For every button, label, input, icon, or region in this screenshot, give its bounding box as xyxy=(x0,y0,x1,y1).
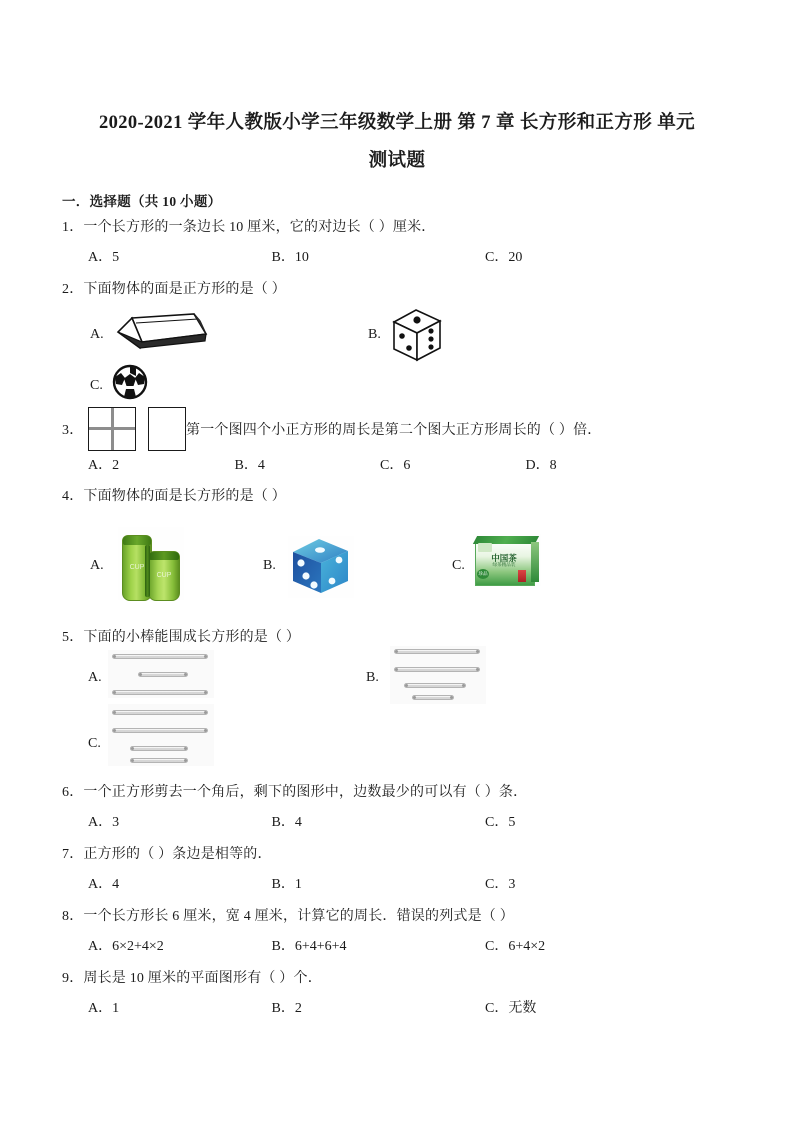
green-water-bottles xyxy=(118,527,184,600)
bottle-label-tall: CUP xyxy=(129,564,145,571)
soccer-ball xyxy=(112,364,148,405)
option-4-a-label[interactable]: A. xyxy=(90,558,104,573)
question-9-stem: 9．周长是 10 厘米的平面图形有（ ）个． xyxy=(62,971,322,986)
die-lineart xyxy=(390,308,444,369)
bottle-label-short: CUP xyxy=(156,572,172,579)
page-title-line1: 2020-2021 学年人教版小学三年级数学上册 第 7 章 长方形和正方形 单元 xyxy=(98,113,696,133)
option-1-c[interactable]: C．20 xyxy=(485,250,523,265)
stick xyxy=(112,654,208,659)
stick xyxy=(138,672,188,677)
book-lineart xyxy=(112,312,208,357)
option-6-a[interactable]: A．3 xyxy=(88,815,120,830)
option-7-a[interactable]: A．4 xyxy=(88,877,120,892)
option-4-b-label[interactable]: B. xyxy=(263,558,276,573)
question-3-number: 3． xyxy=(62,423,84,438)
question-8-stem: 8．一个长方形长 6 厘米，宽 4 厘米，计算它的周长．错误的列式是（ ） xyxy=(62,909,514,924)
stick xyxy=(130,758,188,763)
option-7-b[interactable]: B．1 xyxy=(271,877,302,892)
square-plain xyxy=(148,407,186,451)
option-9-c[interactable]: C．无数 xyxy=(485,1001,537,1016)
option-5-a-label[interactable]: A. xyxy=(88,670,102,685)
option-8-c[interactable]: C．6+4×2 xyxy=(485,939,546,954)
stick xyxy=(130,746,188,751)
question-6-stem: 6．一个正方形剪去一个角后，剩下的图形中，边数最少的可以有（ ）条． xyxy=(62,785,528,800)
question-7-stem: 7．正方形的（ ）条边是相等的． xyxy=(62,847,272,862)
sticks-panel-a xyxy=(108,650,214,698)
option-1-a[interactable]: A．5 xyxy=(88,250,120,265)
option-6-b[interactable]: B．4 xyxy=(271,815,302,830)
option-5-b-label[interactable]: B. xyxy=(366,670,379,685)
question-3-options xyxy=(88,456,557,476)
sticks-panel-c xyxy=(108,704,214,766)
option-3-d[interactable]: D．8 xyxy=(525,458,557,473)
option-2-b-label[interactable]: B. xyxy=(368,327,381,342)
option-3-a[interactable]: A．2 xyxy=(88,458,120,473)
question-1-stem: 1．一个长方形的一条边长 10 厘米，它的对边长（ ）厘米． xyxy=(62,220,436,235)
stick xyxy=(112,690,208,695)
option-7-c[interactable]: C．3 xyxy=(485,877,516,892)
green-tea-box xyxy=(473,534,541,586)
question-9-options xyxy=(88,999,536,1019)
page-title-line2: 测试题 xyxy=(368,151,426,171)
section-heading: 一．选择题（共 10 小题） xyxy=(62,194,222,209)
question-1-options xyxy=(88,248,522,268)
option-5-c-label[interactable]: C. xyxy=(88,736,101,751)
teabox-corner-text: 珍品 xyxy=(477,569,489,579)
question-7-options xyxy=(88,875,515,895)
option-9-a[interactable]: A．1 xyxy=(88,1001,120,1016)
option-1-b[interactable]: B．10 xyxy=(271,250,309,265)
stick xyxy=(112,728,208,733)
option-4-c-label[interactable]: C. xyxy=(452,558,465,573)
question-8-options xyxy=(88,937,545,957)
page-title xyxy=(62,104,732,180)
stick xyxy=(394,667,480,672)
question-2-stem: 2．下面物体的面是正方形的是（ ） xyxy=(62,282,286,297)
question-3-stem: 第一个图四个小正方形的周长是第二个图大正方形周长的（ ）倍． xyxy=(186,423,602,438)
teabox-main-text: 中国茶 xyxy=(491,553,517,563)
option-6-c[interactable]: C．5 xyxy=(485,815,516,830)
question-4-stem: 4．下面物体的面是长方形的是（ ） xyxy=(62,489,286,504)
blue-die xyxy=(288,536,354,598)
stick xyxy=(404,683,466,688)
stick xyxy=(112,710,208,715)
question-6-options xyxy=(88,813,515,833)
option-8-b[interactable]: B．6+4+6+4 xyxy=(271,939,347,954)
question-5-stem: 5．下面的小棒能围成长方形的是（ ） xyxy=(62,630,301,645)
option-2-c-label[interactable]: C. xyxy=(90,378,103,393)
option-2-a-label[interactable]: A. xyxy=(90,327,104,342)
option-3-c[interactable]: C．6 xyxy=(380,458,411,473)
stick xyxy=(394,649,480,654)
option-9-b[interactable]: B．2 xyxy=(271,1001,302,1016)
stick xyxy=(412,695,454,700)
option-3-b[interactable]: B．4 xyxy=(234,458,265,473)
teabox-sub-text: 绿茶精品装 xyxy=(492,562,516,567)
sticks-panel-b xyxy=(390,646,486,704)
square-2x2-grid xyxy=(88,407,136,451)
option-8-a[interactable]: A．6×2+4×2 xyxy=(88,939,164,954)
